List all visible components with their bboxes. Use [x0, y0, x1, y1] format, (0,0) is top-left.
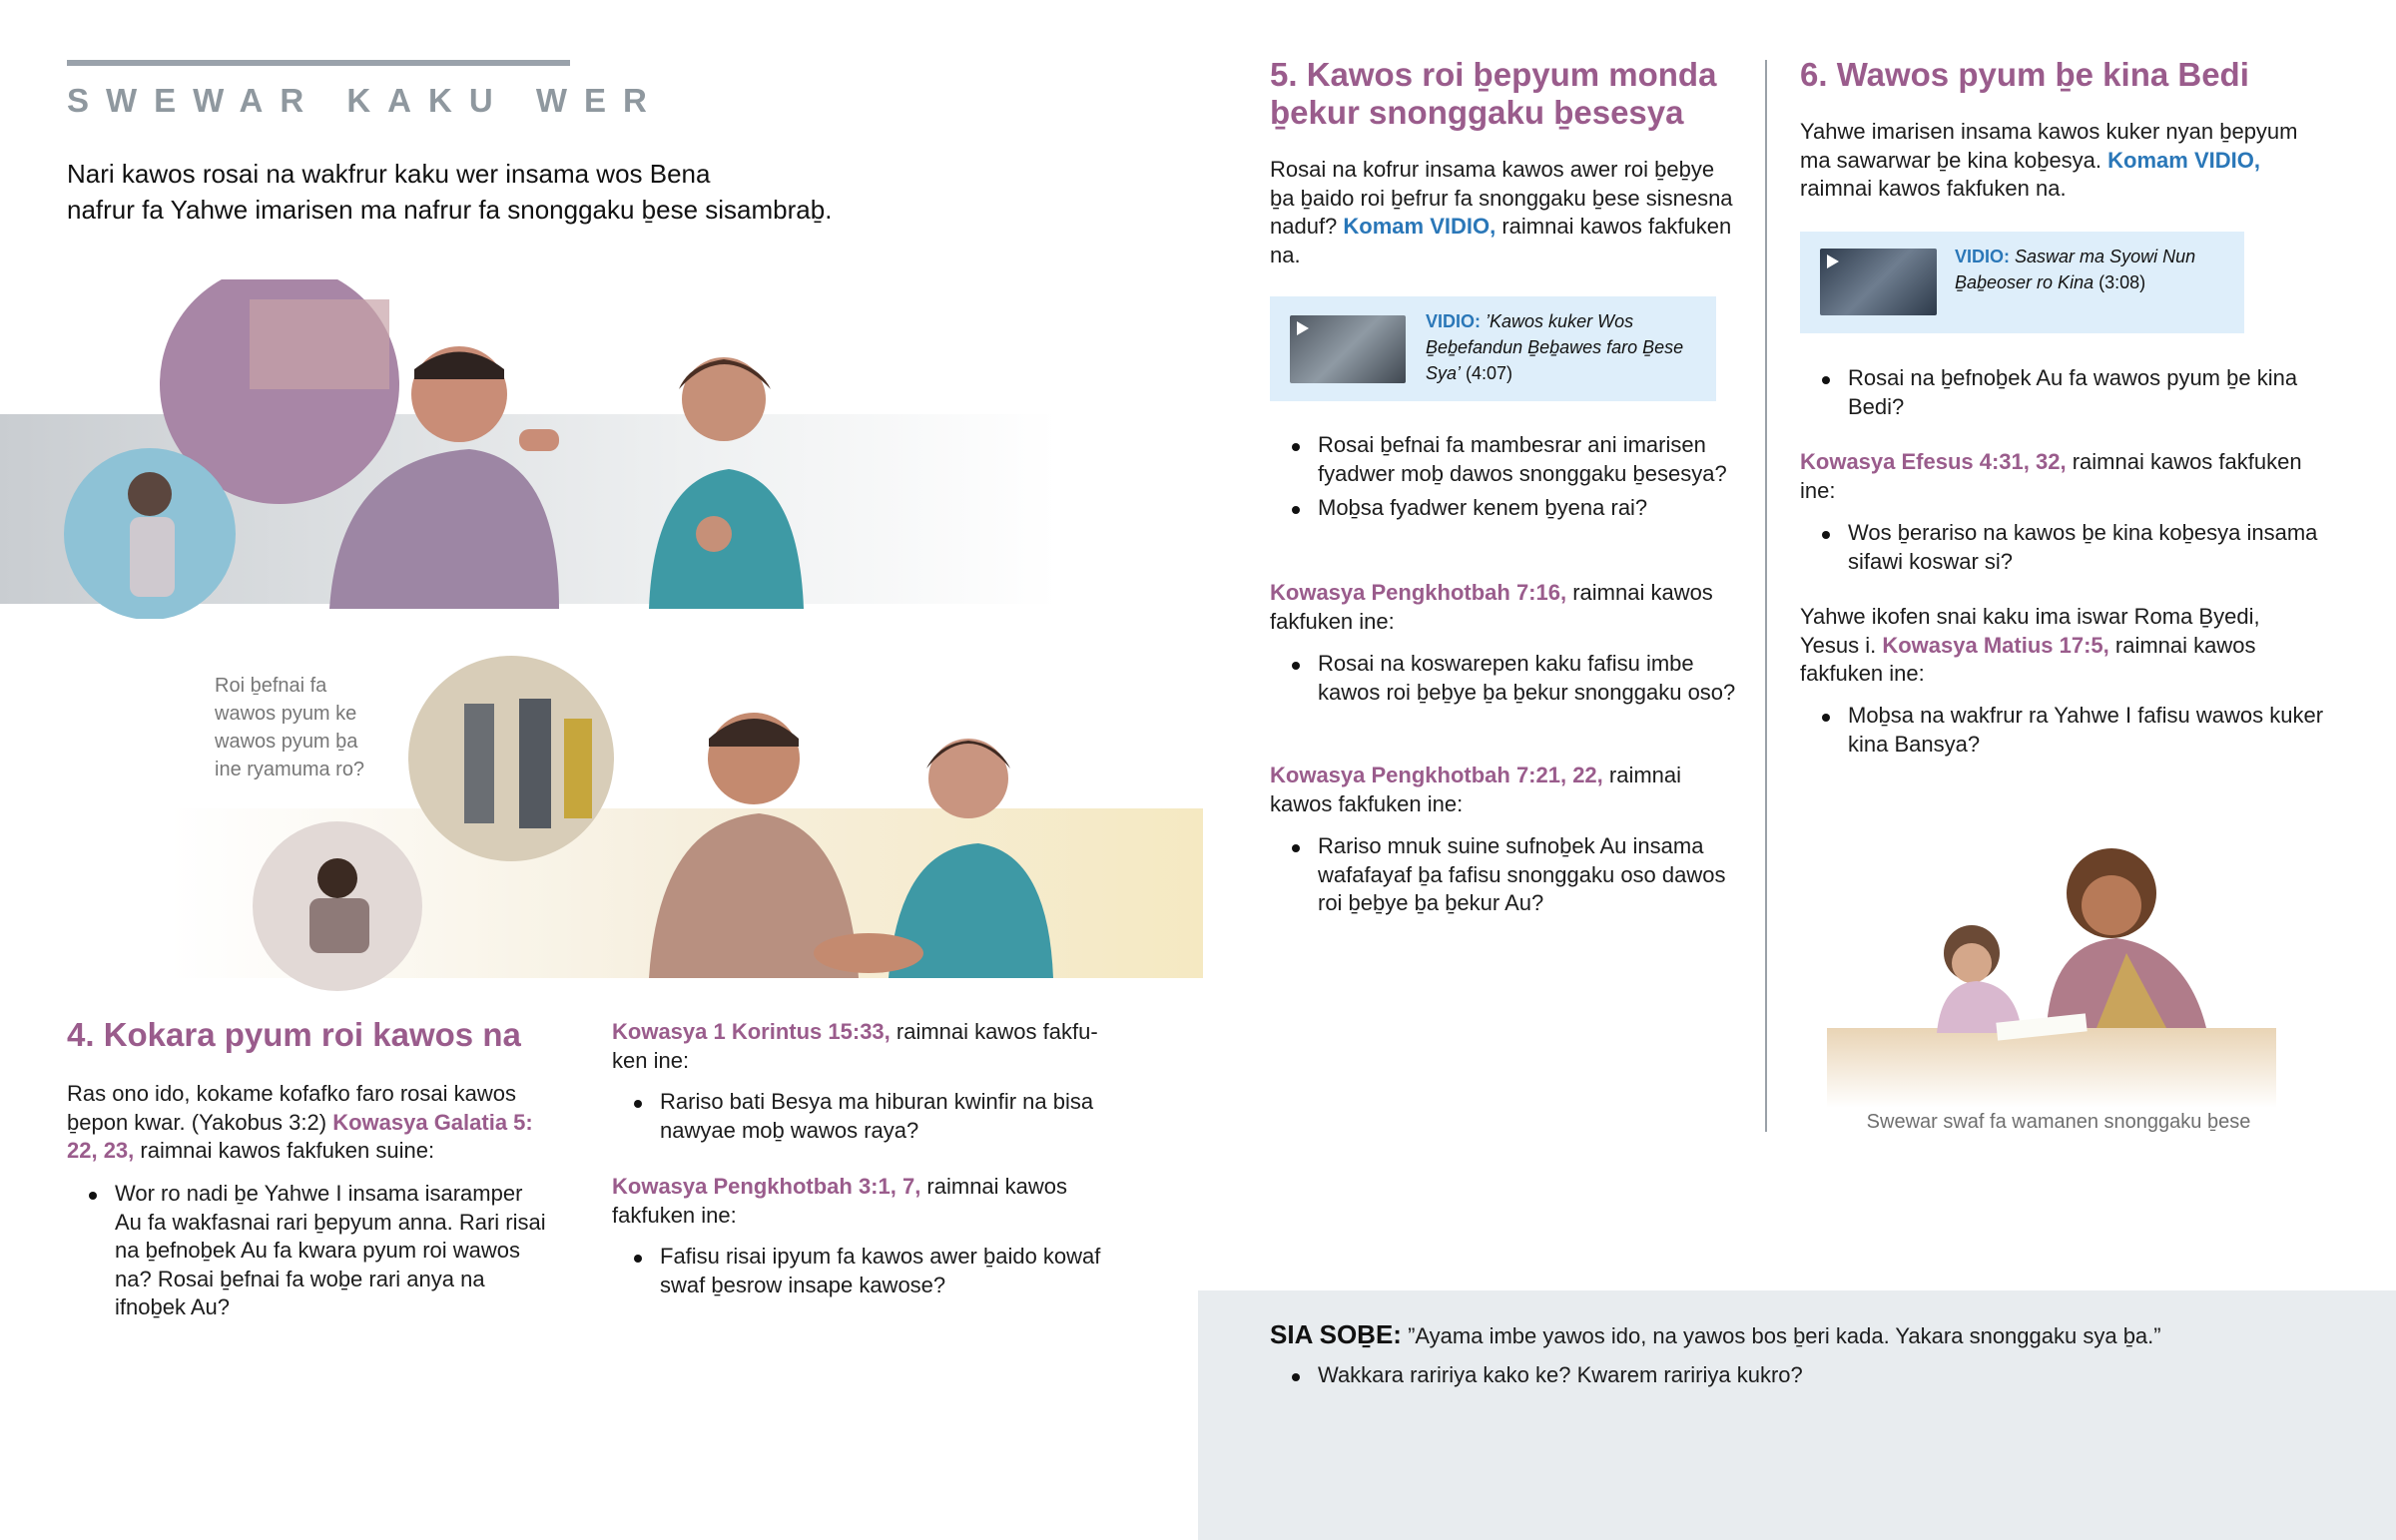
section5-bullets-b	[1270, 644, 1739, 707]
section6-bullets-c	[1800, 696, 2334, 759]
pengkhotbah-3-ref-link[interactable]: Kowasya Pengkhotbah 3:1, 7,	[612, 1174, 921, 1199]
galatia-ref-link[interactable]: Kowasya Galatia 5: 22, 23,	[67, 1109, 533, 1163]
intro-line-1: Nari kawos rosai na wakfrur kaku wer insama wos Bena	[67, 159, 711, 189]
section4-bullets-a	[67, 1174, 551, 1322]
list-item: Rosai ḇefnai fa mambesrar ani imarisen fyadwer moḇ dawos snonggaku ḇesesya?	[1270, 431, 1739, 488]
section4-bullets-b	[612, 1082, 1131, 1145]
list-item: Wakkara raririya kako ke? Kwarem raririya kukro?	[1270, 1361, 2268, 1390]
section6-ref1-paragraph: Kowasya Efesus 4:31, 32, raimnai kawos fakfuken ine:	[1800, 449, 2302, 503]
bullet-icon	[1822, 376, 1830, 384]
section4-para-text: Ras ono ido, kokame kofafko faro rosai kawos ḇepon kwar. (Yakobus 3:2)	[67, 1081, 517, 1135]
mother-child-illustration	[1827, 843, 2276, 1108]
sia-sobe-quote-text: ”Ayama imbe yawos ido, na yawos bos ḇeri kada. Yakara snonggaku sya ḇa.”	[1401, 1323, 2161, 1348]
calm-couple-illustration	[170, 649, 1203, 993]
watch-video-link[interactable]: Komam VIDIO,	[1343, 214, 1497, 239]
sia-sobe-quote	[1270, 1320, 2368, 1351]
section5-bullets-c	[1270, 826, 1739, 918]
bullet-icon	[1292, 1373, 1300, 1381]
list-item: Wor ro nadi ḇe Yahwe I insama isaramper Au fa wakfasnai rari ḇepyum anna. Rari risai na ḇefnoḇek Au fa kwara pyum roi wawos na? Rosai ḇefnai fa woḇe rari anya na ifnoḇek Au?	[67, 1180, 551, 1322]
section5-ref2-paragraph: Kowasya Pengkhotbah 7:21, 22, raimnai kawos fakfuken ine:	[1270, 763, 1682, 816]
play-icon	[1297, 321, 1309, 335]
bullet-icon	[1292, 443, 1300, 451]
list-item: Rariso bati Besya ma hiburan kwinfir na bisa nawyae moḇ wawos raya?	[612, 1088, 1131, 1145]
section6-heading: 6. Wawos pyum ḇe kina Bedi	[1800, 56, 2249, 93]
intro-text	[67, 156, 1065, 228]
sia-sobe-label: SIA SOḆE:	[1270, 1319, 1402, 1349]
bullet-icon	[1292, 844, 1300, 852]
list-item: Wos ḇerariso na kawos ḇe kina koḇesya insama sifawi koswar si?	[1800, 519, 2334, 576]
video-2-text: VIDIO: Saswar ma Syowi Nun Ḇaḇeoser ro Kina (3:08)	[1955, 247, 2196, 292]
illustration-caption: Roi ḇefnai fa wawos pyum ke wawos pyum ḇa ine ryamuma ro?	[215, 675, 365, 780]
bullet-icon	[1292, 506, 1300, 514]
mother-child-caption: Swewar swaf fa wamanen snonggaku ḇese	[1866, 1111, 2251, 1133]
list-item: Rosai na koswarepen kaku fafisu imbe kawos roi ḇeḇye ḇa ḇekur snonggaku oso?	[1270, 650, 1739, 707]
list-item: Moḇsa na wakfrur ra Yahwe I fafisu wawos kuker kina Bansya?	[1800, 702, 2334, 759]
section-title: SWEWAR KAKU WER	[67, 82, 664, 119]
section6-paragraph-2: Yahwe ikofen snai kaku ima iswar Roma Ḇyedi, Yesus i. Kowasya Matius 17:5, raimnai kawos fakfuken ine:	[1800, 604, 2260, 686]
video-thumbnail[interactable]	[1290, 315, 1406, 383]
section5-ref1-paragraph: Kowasya Pengkhotbah 7:16, raimnai kawos fakfuken ine:	[1270, 580, 1713, 634]
section4-ref2-paragraph: Kowasya 1 Korintus 15:33, raimnai kawos fakfuken ine:	[612, 1019, 1098, 1073]
section4-bullets-c	[612, 1237, 1131, 1299]
column-divider	[1765, 60, 1767, 1132]
section-rule	[67, 60, 570, 66]
pengkhotbah-7-16-ref-link[interactable]: Kowasya Pengkhotbah 7:16,	[1270, 580, 1567, 605]
section5-heading: 5. Kawos roi ḇepyum monda ḇekur snonggaku ḇesesya	[1270, 56, 1717, 131]
video-card-1[interactable]	[1270, 296, 1716, 401]
bullet-icon	[634, 1100, 642, 1108]
bullet-icon	[89, 1192, 97, 1200]
korintus-ref-link[interactable]: Kowasya 1 Korintus 15:33,	[612, 1019, 891, 1044]
efesus-ref-link[interactable]: Kowasya Efesus 4:31, 32,	[1800, 449, 2067, 474]
section6-paragraph: Yahwe imarisen insama kawos kuker nyan ḇepyum ma sawarwar ḇe kina koḇesya. Komam VIDIO, raimnai kawos fakfuken na.	[1800, 119, 2298, 201]
sia-sobe-bullets	[1270, 1355, 2268, 1390]
section4-heading: 4. Kokara pyum roi kawos na	[67, 1016, 521, 1053]
bullet-icon	[1822, 531, 1830, 539]
section5-paragraph: Rosai na kofrur insama kawos awer roi ḇeḇye ḇa ḇaido roi ḇefrur fa snonggaku ḇese sisnesna naduf? Komam VIDIO, raimnai kawos fakfuken na.	[1270, 157, 1733, 267]
video-thumbnail[interactable]	[1820, 249, 1937, 315]
list-item: Rosai na ḇefnoḇek Au fa wawos pyum ḇe kina Bedi?	[1800, 364, 2334, 421]
bullet-icon	[1292, 662, 1300, 670]
video-card-2[interactable]	[1800, 232, 2244, 333]
section6-bullets-a	[1800, 358, 2334, 421]
list-item: Moḇsa fyadwer kenem ḇyena rai?	[1270, 494, 1739, 523]
list-item: Rariso mnuk suine sufnoḇek Au insama wafafayaf ḇa fafisu snonggaku oso dawos roi ḇeḇye ḇa ḇekur Au?	[1270, 832, 1739, 918]
section4-para-tail: raimnai kawos fakfuken suine:	[134, 1138, 435, 1163]
bullet-icon	[1822, 714, 1830, 722]
section6-bullets-b	[1800, 513, 2334, 576]
intro-line-2: nafrur fa Yahwe imarisen ma nafrur fa snonggaku ḇese sisambraḇ.	[67, 195, 833, 225]
video-1-text: VIDIO: ’Kawos kuker Wos Ḇeḇefandun Ḇeḇawes faro Ḇese Sya’ (4:07)	[1426, 311, 1684, 383]
section4-ref3-paragraph: Kowasya Pengkhotbah 3:1, 7, raimnai kawos fakfuken ine:	[612, 1174, 1068, 1228]
list-item: Fafisu risai ipyum fa kawos awer ḇaido kowaf swaf ḇesrow insape kawose?	[612, 1243, 1131, 1299]
pengkhotbah-7-21-ref-link[interactable]: Kowasya Pengkhotbah 7:21, 22,	[1270, 763, 1603, 787]
watch-video-link[interactable]: Komam VIDIO,	[2107, 147, 2260, 173]
matius-ref-link[interactable]: Kowasya Matius 17:5,	[1882, 632, 2109, 658]
arguing-couple-illustration	[0, 279, 1058, 619]
section5-bullets-a	[1270, 425, 1739, 523]
play-icon	[1827, 255, 1839, 268]
bullet-icon	[634, 1255, 642, 1263]
section4-paragraph	[67, 1080, 551, 1166]
